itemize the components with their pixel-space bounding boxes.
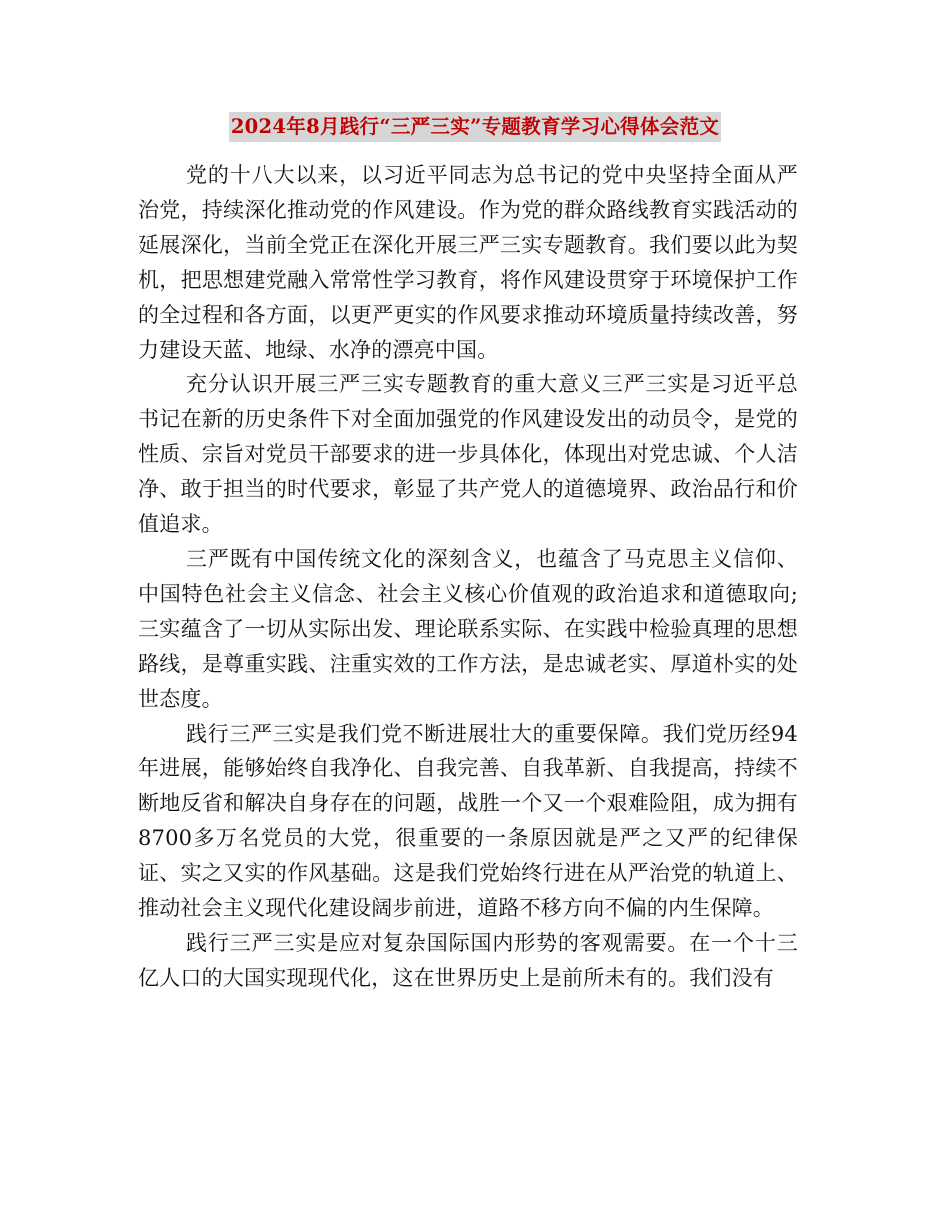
paragraph-2: 充分认识开展三严三实专题教育的重大意义三严三实是习近平总书记在新的历史条件下对全面加强党的作风建设发出的动员令，是党的性质、宗旨对党员干部要求的进一步具体化，体现出对党忠诚、个人洁净、敢于担当的时代要求，彰显了共产党人的道德境界、政治品行和价值追求。 xyxy=(138,372,798,537)
paragraph-5: 践行三严三实是应对复杂国际国内形势的客观需要。在一个十三亿人口的大国实现现代化，这在世界历史上是前所未有的。我们没有 xyxy=(138,930,798,990)
document-body xyxy=(138,158,798,996)
document-title: 2024年8月践行“三严三实”专题教育学习心得体会范文 xyxy=(229,112,721,142)
paragraph-4: 践行三严三实是我们党不断进展壮大的重要保障。我们党历经94年进展，能够始终自我净化、自我完善、自我革新、自我提高，持续不断地反省和解决自身存在的问题，战胜一个又一个艰难险阻，成为拥有8700多万名党员的大党，很重要的一条原因就是严之又严的纪律保证、实之又实的作风基础。这是我们党始终行进在从严治党的轨道上、推动社会主义现代化建设阔步前进，道路不移方向不偏的内生保障。 xyxy=(138,721,798,921)
paragraph-1: 党的十八大以来，以习近平同志为总书记的党中央坚持全面从严治党，持续深化推动党的作风建设。作为党的群众路线教育实践活动的延展深化，当前全党正在深化开展三严三实专题教育。我们要以此为契机，把思想建党融入常常性学习教育，将作风建设贯穿于环境保护工作的全过程和各方面，以更严更实的作风要求推动环境质量持续改善，努力建设天蓝、地绿、水净的漂亮中国。 xyxy=(138,163,798,362)
title-block xyxy=(0,112,950,142)
paragraph-3: 三严既有中国传统文化的深刻含义，也蕴含了马克思主义信仰、中国特色社会主义信念、社会主义核心价值观的政治追求和道德取向;三实蕴含了一切从实际出发、理论联系实际、在实践中检验真理的思想路线，是尊重实践、注重实效的工作方法，是忠诚老实、厚道朴实的处世态度。 xyxy=(138,546,798,711)
